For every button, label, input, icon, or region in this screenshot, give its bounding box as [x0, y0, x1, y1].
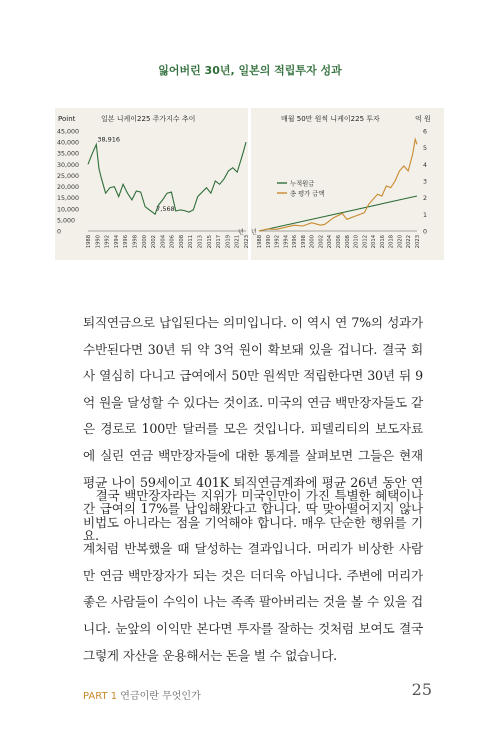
nikkei-index-chart-svg [55, 108, 248, 260]
x-tick-label: 2023 [244, 235, 250, 249]
x-tick-label: 2004 [160, 235, 167, 249]
footer-part-label: PART 1 [83, 691, 118, 702]
y-tick-label: 3 [423, 178, 428, 186]
x-tick-label: 2019 [225, 235, 232, 249]
y-tick-label: 10,000 [57, 206, 80, 214]
x-tick-label: 1988 [257, 235, 263, 249]
y-tick-label: 2 [423, 195, 428, 203]
y-tick-label: 20,000 [57, 184, 80, 192]
footer-chapter [83, 687, 201, 702]
y-tick-label: 5,000 [57, 217, 76, 225]
x-tick-label: 1992 [274, 235, 281, 249]
x-tick-label: 2014 [371, 235, 378, 249]
y-tick-label: 0 [423, 228, 428, 236]
y-tick-label: 30,000 [57, 161, 80, 169]
x-unit-label: 년 [238, 229, 244, 236]
x-tick-label: 2011 [188, 235, 195, 249]
body-paragraph-2: 결국 백만장자라는 지위가 미국인만이 가진 특별한 혜택이나 비법도 아니라는 점을 기억해야 합니다. 매우 단순한 행위를 기계처럼 반복했을 때 달성하는 결과입니다. 머리가 비상한 사람만 연금 백만장자가 되는 것은 더더욱 아닙니다. 주변에 머리가 좋은 사람들이 수익이 나는 족족 팔아버리는 것을 볼 수 있을 겁니다. 눈앞의 이익만 본다면 투자를 잘하는 것처럼 보여도 결국 그렇게 자산을 운용해서는 돈을 벌 수 없습니다. [83, 488, 423, 663]
page-number: 25 [411, 680, 432, 699]
data-annotation-label: 7,568 [156, 205, 175, 214]
x-tick-label: 2015 [206, 235, 213, 249]
x-tick-label: 1998 [132, 235, 139, 249]
y-tick-label: 15,000 [57, 195, 80, 203]
x-tick-label: 1990 [95, 235, 102, 249]
x-tick-label: 2022 [406, 235, 413, 249]
figure-title: 잃어버린 30년, 일본의 적립투자 성과 [158, 64, 342, 77]
x-tick-label: 2006 [336, 235, 342, 249]
x-tick-label: 2000 [141, 235, 148, 249]
x-tick-label: 2016 [379, 235, 386, 249]
y-tick-label: 5 [423, 145, 428, 153]
x-tick-label: 1998 [300, 235, 307, 249]
y-tick-label: 0 [57, 228, 62, 236]
x-tick-label: 1994 [283, 235, 290, 249]
series-line-누적원금 [259, 196, 417, 231]
legend-label: 총 평가 금액 [290, 190, 325, 198]
y-tick-label: 45,000 [57, 128, 80, 136]
x-tick-label: 2002 [151, 235, 158, 249]
y-tick-label: 4 [423, 161, 428, 169]
x-tick-label: 2004 [327, 235, 334, 249]
x-tick-label: 1992 [104, 235, 111, 249]
x-tick-label: 2008 [344, 235, 351, 249]
footer-chapter-title: 연금이란 무엇인가 [120, 691, 201, 702]
y-tick-label: 40,000 [57, 139, 80, 147]
x-tick-label: 2017 [216, 235, 223, 249]
y-tick-label: 1 [423, 211, 428, 219]
data-annotation-label: 38,916 [97, 135, 121, 144]
x-tick-label: 2006 [169, 235, 176, 249]
chart-title: 일본 니케이225 주가지수 추이 [101, 115, 196, 123]
y-unit-label: 억 원 [415, 115, 431, 123]
y-tick-label: 35,000 [57, 150, 80, 158]
x-tick-label: 1990 [265, 235, 272, 249]
x-tick-label: 2012 [362, 235, 369, 249]
x-tick-label: 2008 [178, 235, 185, 249]
x-tick-label: 2002 [318, 235, 325, 249]
y-tick-label: 6 [423, 128, 428, 136]
monthly-investment-chart-svg [251, 108, 444, 260]
x-tick-label: 2020 [397, 235, 404, 249]
x-tick-label: 2023 [415, 235, 421, 249]
x-tick-label: 2018 [388, 235, 395, 249]
y-unit-label: Point [58, 115, 76, 123]
x-tick-label: 1994 [113, 235, 120, 249]
series-line-총-평가-금액 [259, 139, 417, 231]
x-tick-label: 2013 [197, 235, 204, 249]
x-tick-label: 2010 [353, 235, 360, 249]
x-tick-label: 1988 [86, 235, 92, 249]
y-tick-label: 25,000 [57, 172, 80, 180]
x-tick-label: 1996 [292, 235, 299, 249]
x-unit-label: 년 [251, 229, 257, 236]
x-tick-label: 1996 [123, 235, 130, 249]
chart-title: 매월 50만 원씩 니케이225 투자 [281, 115, 380, 123]
body-paragraph-1: 퇴직연금으로 납입된다는 의미입니다. 이 역시 연 7%의 성과가 수반된다면 30년 뒤 약 3억 원이 확보돼 있을 겁니다. 결국 회사 열심히 다니고 급여에서 50만 원씩만 적립한다면 30년 뒤 9억 원을 달성할 수 있다는 것이죠. 미국의 연금 백만장자들도 같은 경로로 100만 달러를 모은 것입니다. 피델리티의 보도자료에 실린 연금 백만장자들에 대한 통계를 살펴보면 그들은 현재 평균 나이 59세이고 401K 퇴직연금계좌에 평균 26년 동안 연간 급여의 17%를 납입해왔다고 합니다. 딱 맞아떨어지지 않나요. [83, 315, 423, 543]
x-tick-label: 2000 [309, 235, 316, 249]
monthly-investment-chart [251, 108, 444, 260]
legend-label: 누적원금 [290, 180, 315, 188]
series-line [88, 142, 246, 214]
nikkei-index-chart [55, 108, 248, 260]
x-tick-label: 2021 [234, 235, 241, 249]
